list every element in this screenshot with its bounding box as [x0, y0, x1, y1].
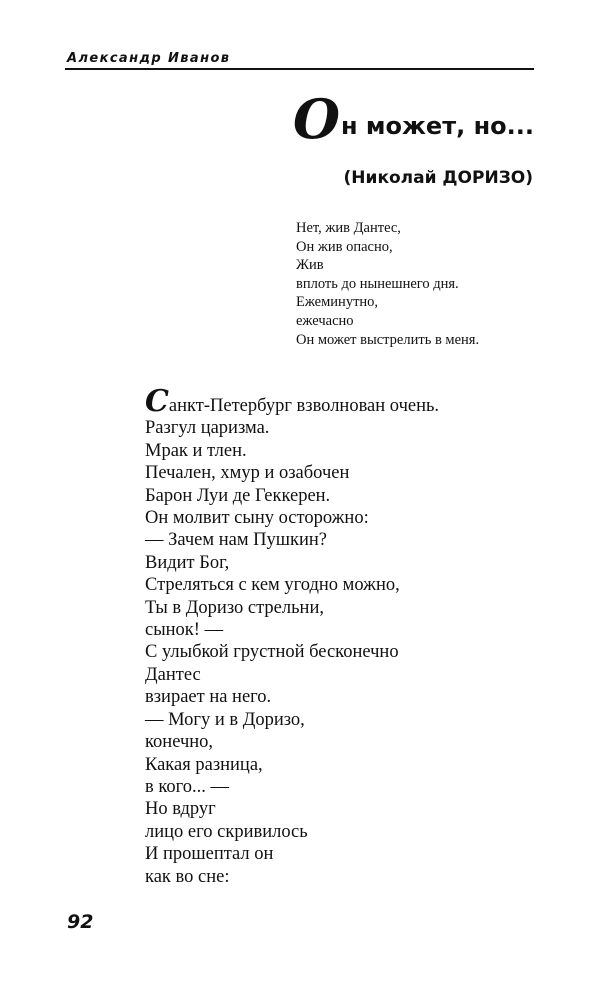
poem-line: анкт-Петербург взволнован очень. [168, 396, 440, 416]
title-text: н может, но... [340, 112, 534, 140]
poem-line: Ты в Доризо стрельни, [145, 597, 324, 618]
epigraph-line: Жив [296, 257, 324, 274]
epigraph-line: ежечасно [296, 312, 354, 329]
epigraph-line: Нет, жив Дантес, [296, 220, 401, 236]
poem-line: лицо его скривилось [145, 821, 308, 842]
poem-line: Мрак и тлен. [145, 440, 247, 461]
epigraph-line: Он может выстрелить в меня. [296, 331, 480, 348]
poem-line: в кого... — [145, 776, 230, 797]
poem-line: — Могу и в Доризо, [145, 709, 305, 730]
poem-line: — Зачем нам Пушкин? [145, 530, 328, 551]
epigraph-line: Ежеминутно, [296, 294, 379, 311]
running-head: Александр Иванов [67, 51, 231, 66]
header-rule [65, 68, 534, 70]
poem-line: конечно, [145, 732, 214, 753]
epigraph-line: вплоть до нынешнего дня. [296, 275, 459, 292]
poem-line: С улыбкой грустной бесконечно [145, 642, 399, 663]
poem-line: Видит Бог, [145, 552, 230, 573]
poem-line: Какая разница, [145, 754, 263, 775]
epigraph [296, 219, 479, 349]
poem-first-line [145, 384, 440, 419]
page-number: 92 [67, 911, 94, 933]
poem-line: И прошептал он [145, 844, 274, 865]
poem-line: Разгул царизма. [145, 418, 270, 439]
poem-line: Барон Луи де Геккерен. [145, 485, 331, 506]
poem-body [145, 384, 440, 888]
poem-line: Но вдруг [145, 799, 216, 820]
poem-line: как во сне: [145, 866, 230, 887]
poem-line: Дантес [145, 664, 201, 685]
poem-line: Печален, хмур и озабочен [145, 463, 350, 484]
poem-line: Он молвит сыну осторожно: [145, 508, 369, 529]
poem-line: сынок! — [145, 620, 224, 641]
title-initial: О [292, 87, 340, 151]
poem-line: Стреляться с кем угодно можно, [145, 575, 400, 596]
dedication-author: (Николай ДОРИЗО) [343, 168, 533, 188]
poem-line: взирает на него. [145, 687, 272, 708]
poem-title [292, 87, 534, 151]
epigraph-line: Он жив опасно, [296, 238, 393, 255]
drop-cap: С [145, 384, 169, 419]
